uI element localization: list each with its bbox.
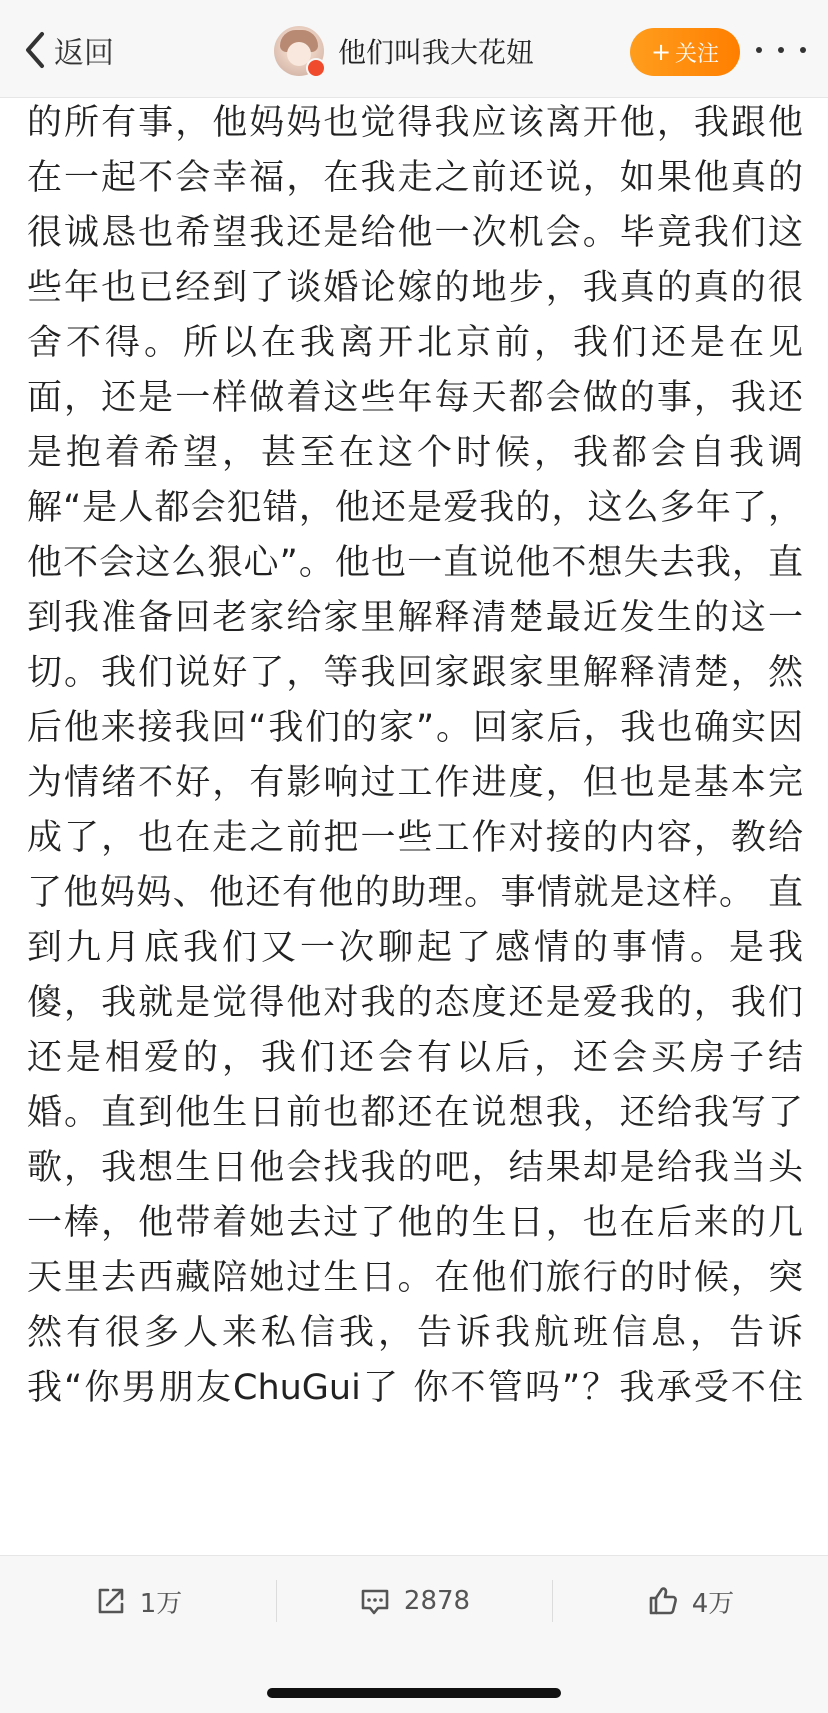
article-line: 面，还是一样做着这些年每天都会做的事，我还 [27, 378, 803, 418]
chevron-left-icon [22, 30, 48, 70]
like-count: 4万 [691, 1588, 735, 1619]
article-line: 舍不得。所以在我离开北京前，我们还是在见 [27, 323, 803, 363]
comment-icon [358, 1584, 392, 1618]
more-dot [800, 47, 806, 53]
more-dot [756, 47, 762, 53]
author-name[interactable]: 他们叫我大花妞 [338, 36, 535, 69]
article-line: 在一起不会幸福，在我走之前还说，如果他真的 [27, 158, 803, 198]
article-line: 是抱着希望，甚至在这个时候，我都会自我调 [27, 433, 803, 473]
article-line: 到九月底我们又一次聊起了感情的事情。是我 [27, 928, 803, 968]
article-line: 切。我们说好了，等我回家跟家里解释清楚，然 [27, 653, 803, 693]
article-body [0, 98, 828, 1555]
article-line: 到我准备回老家给家里解释清楚最近发生的这一 [27, 598, 803, 638]
back-label: 返回 [54, 36, 114, 71]
back-button[interactable] [22, 28, 114, 72]
repost-button[interactable] [0, 1556, 276, 1646]
follow-button[interactable] [630, 28, 740, 76]
verified-badge-icon [306, 58, 326, 78]
article-line: 的所有事，他妈妈也觉得我应该离开他，我跟他 [27, 103, 803, 143]
article-line: 解“是人都会犯错，他还是爱我的，这么多年了， [27, 488, 803, 528]
like-button[interactable] [552, 1556, 828, 1646]
article-line: 还是相爱的，我们还会有以后，还会买房子结 [27, 1038, 803, 1078]
article-line: 后他来接我回“我们的家”。回家后，我也确实因 [27, 708, 803, 748]
home-indicator[interactable] [267, 1688, 561, 1698]
article-line: 些年也已经到了谈婚论嫁的地步，我真的真的很 [27, 268, 803, 308]
article-line: 了他妈妈、他还有他的助理。事情就是这样。 直 [27, 873, 803, 913]
thumbs-up-icon [646, 1584, 680, 1618]
article-line: 傻，我就是觉得他对我的态度还是爱我的，我们 [27, 983, 803, 1023]
article-line: 歌，我想生日他会找我的吧，结果却是给我当头 [27, 1148, 803, 1188]
plus-icon: + [650, 38, 672, 66]
article-line: 我“你男朋友ChuGui了 你不管吗”？我承受不住 [27, 1368, 803, 1408]
more-dots-icon[interactable] [756, 44, 806, 56]
avatar[interactable] [274, 26, 324, 76]
share-icon [94, 1584, 128, 1618]
comment-count: 2878 [403, 1586, 471, 1616]
repost-count: 1万 [139, 1588, 183, 1619]
more-dot [778, 47, 784, 53]
article-line: 他不会这么狠心”。他也一直说他不想失去我，直 [27, 543, 803, 583]
author-info[interactable] [274, 24, 534, 78]
article-line: 为情绪不好，有影响过工作进度，但也是基本完 [27, 763, 803, 803]
article-line: 婚。直到他生日前也都还在说想我，还给我写了 [27, 1093, 803, 1133]
article-line: 天里去西藏陪她过生日。在他们旅行的时候，突 [27, 1258, 803, 1298]
article-line: 成了，也在走之前把一些工作对接的内容，教给 [27, 818, 803, 858]
article-line: 然有很多人来私信我，告诉我航班信息，告诉 [27, 1313, 803, 1353]
home-indicator-area [0, 1645, 828, 1713]
comment-button[interactable] [276, 1556, 552, 1646]
article-line: 一棒，他带着她去过了他的生日，也在后来的几 [27, 1203, 803, 1243]
follow-label: 关注 [675, 41, 720, 67]
bottom-action-bar [0, 1555, 828, 1645]
article-line: 很诚恳也希望我还是给他一次机会。毕竟我们这 [27, 213, 803, 253]
top-nav-bar [0, 0, 828, 98]
